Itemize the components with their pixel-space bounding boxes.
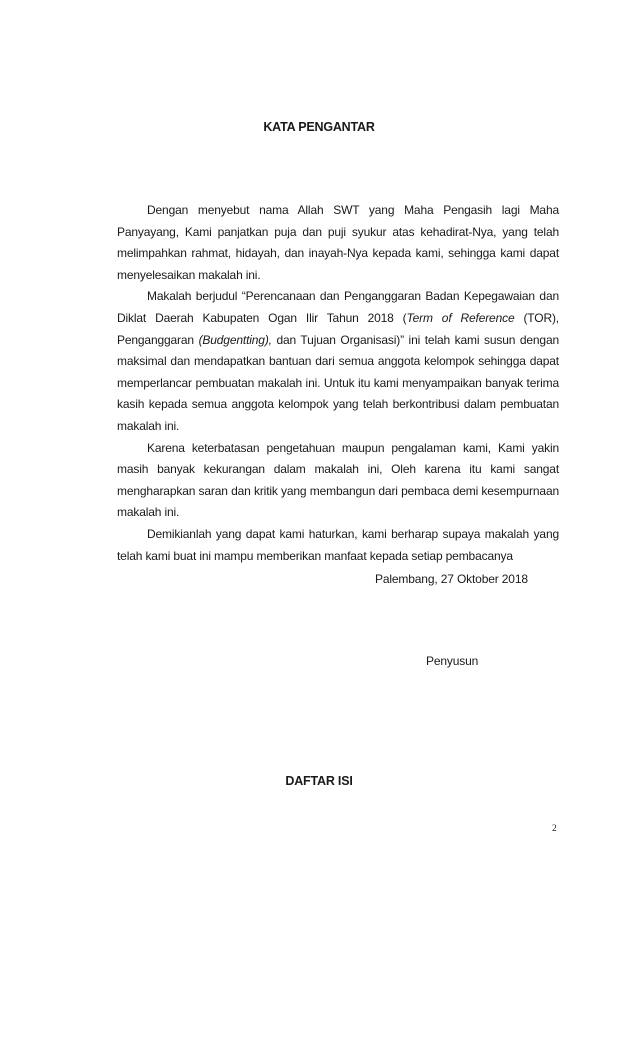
text-run: Demikianlah yang dapat kami haturkan, kami berharap supaya makalah yang telah kami buat ini mampu memberikan manfaat kepada setiap pembacanya bbox=[117, 526, 559, 563]
body-paragraph bbox=[117, 524, 559, 567]
page-title: KATA PENGANTAR bbox=[263, 120, 375, 134]
text-run: Makalah berjudul “Perencanaan dan Penganggaran Badan Kepegawaian dan Diklat Daerah Kabupaten Ogan Ilir Tahun 2018 ( bbox=[117, 289, 559, 325]
place-date: Palembang, 27 Oktober 2018 bbox=[375, 572, 528, 586]
text-run: (TOR), Penganggaran bbox=[117, 310, 559, 347]
preface-body bbox=[117, 200, 559, 567]
text-run: Dengan menyebut nama Allah SWT yang Maha Pengasih lagi Maha Panyayang, Kami panjatkan puja dan puji syukur atas kehadirat-Nya, yang telah melimpahkan rahmat, hidayah, dan inayah-Nya kepada kami, sehingga kami dapat menyelesaikan makalah ini. bbox=[117, 203, 559, 282]
text-run: Karena keterbatasan pengetahuan maupun pengalaman kami, Kami yakin masih banyak kekurangan dalam makalah ini, Oleh karena itu kami sangat mengharapkan saran dan kritik yang membangun dari pembaca demi kesempurnaan makalah ini. bbox=[117, 440, 559, 520]
italic-term: (Budgentting), bbox=[198, 332, 272, 347]
toc-heading: DAFTAR ISI bbox=[285, 774, 353, 788]
author-signature: Penyusun bbox=[426, 654, 479, 668]
body-paragraph bbox=[117, 286, 559, 437]
page-number: 2 bbox=[552, 824, 557, 834]
italic-term: Term of Reference bbox=[406, 310, 515, 325]
body-paragraph bbox=[117, 200, 559, 286]
body-paragraph bbox=[117, 438, 559, 524]
text-run: dan Tujuan Organisasi)” ini telah kami susun dengan maksimal dan mendapatkan bantuan dari semua anggota kelompok sehingga dapat memperlancar pembuatan makalah ini. Untuk itu kami menyampaikan banyak terima kasih kepada semua anggota kelompok yang telah berkontribusi dalam pembuatan makalah ini. bbox=[117, 332, 560, 433]
